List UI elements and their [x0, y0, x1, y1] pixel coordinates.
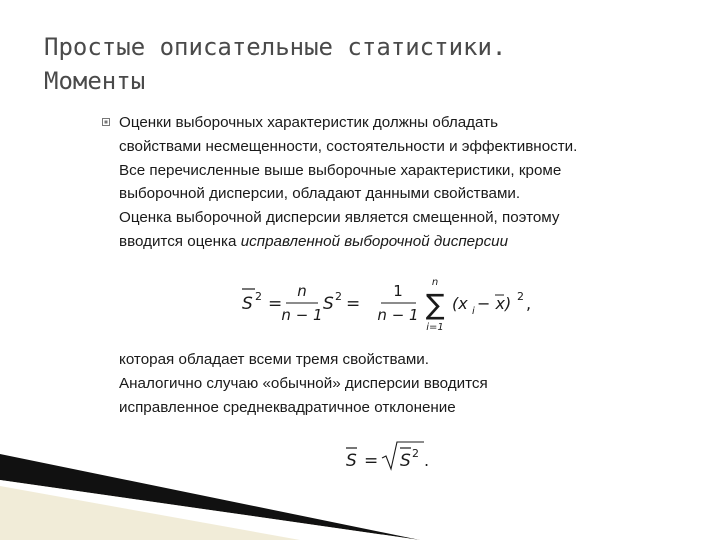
formula1-s: S — [323, 294, 334, 314]
formula1-minus-mean: − x) — [477, 294, 512, 313]
body-after-line-1: которая обладает всеми тремя свойствами. — [119, 351, 429, 368]
formula1-sigma-icon: ∑ — [425, 288, 445, 321]
slide-title-line-2: Моменты — [44, 67, 146, 95]
formula1-lhs: S — [242, 294, 253, 314]
formula1-frac1-numerator: n — [297, 282, 307, 300]
formula1-subscript: i — [472, 306, 475, 317]
formula2-lhs: S — [346, 451, 357, 471]
formula1-equals: = — [268, 294, 283, 314]
formula1-frac1-denominator: n − 1 — [281, 306, 323, 324]
formula1-comma: , — [526, 294, 532, 313]
corrected-variance-formula — [242, 272, 542, 338]
formula1-term-exponent: 2 — [517, 290, 524, 303]
formula1-equals-2: = — [346, 294, 361, 314]
body-line-2: свойствами несмещенности, состоятельности и эффективности. — [119, 137, 578, 155]
formula2-equals: = — [364, 451, 379, 471]
body-after-line-3: исправленное среднеквадратичное отклонение — [119, 398, 456, 416]
body-paragraph — [119, 111, 662, 254]
slide-title-line-1: Простые описательные статистики. — [44, 33, 507, 61]
body-line-5: Оценка выборочной дисперсии является смещенной, поэтому — [119, 209, 560, 227]
formula1-sum-upper: n — [431, 277, 439, 288]
formula2-exponent: 2 — [412, 447, 419, 460]
formula1-frac2-numerator: 1 — [393, 282, 403, 300]
formula1-frac2-denominator: n − 1 — [377, 306, 419, 324]
slide-title — [44, 30, 506, 98]
body-line-4: выборочной дисперсии, обладают данными свойствами. — [119, 185, 521, 203]
body-line-3: Все перечисленные выше выборочные характеристики, кроме — [119, 161, 562, 179]
formula1-sum-lower: i=1 — [426, 322, 444, 333]
body-paragraph-2 — [119, 348, 659, 419]
formula1-s-exponent: 2 — [335, 290, 342, 303]
body-line-6-prefix: вводится оценка — [119, 232, 241, 250]
formula1-lhs-exponent: 2 — [255, 290, 262, 303]
content-block — [102, 111, 662, 254]
formula1-term: (x — [452, 294, 468, 313]
body-line-1: Оценки выборочных характеристик должны обладать — [119, 114, 499, 131]
body-after-line-2: Аналогично случаю «обычной» дисперсии вводится — [119, 374, 488, 392]
body-line-6-italic: исправленной выборочной дисперсии — [240, 232, 509, 250]
bullet-icon — [102, 118, 111, 127]
decorative-wedge — [0, 440, 420, 540]
formula2-period: . — [424, 451, 430, 470]
formula2-radicand: S — [400, 451, 411, 471]
